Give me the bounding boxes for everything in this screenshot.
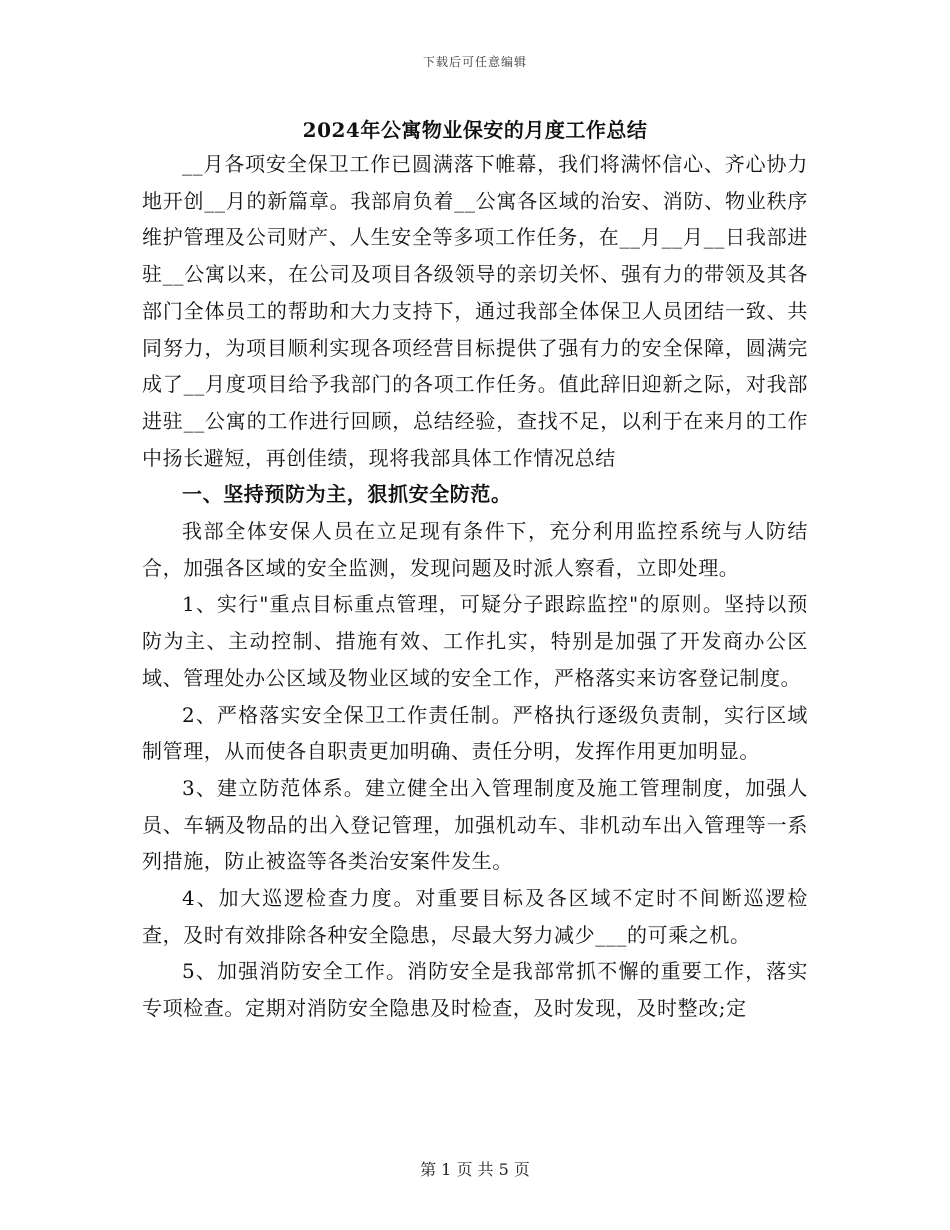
header-note: 下载后可任意编辑	[422, 55, 527, 69]
intro-paragraph: __月各项安全保卫工作已圆满落下帷幕，我们将满怀信心、齐心协力地开创__月的新篇章。我部肩负着__公寓各区域的治安、消防、物业秩序维护管理及公司财产、人生安全等多项工作任务，在__月__月__日我部进驻__公寓以来，在公司及项目各级领导的亲切关怀、强有力的带领及其各部门全体员工的帮助和大力支持下，通过我部全体保卫人员团结一致、共同努力，为项目顺利实现各项经营目标提供了强有力的安全保障，圆满完成了__月度项目给予我部门的各项工作任务。值此辞旧迎新之际，对我部进驻__公寓的工作进行回顾，总结经验，查找不足，以利于在来月的工作中扬长避短，再创佳绩，现将我部具体工作情况总结	[142, 152, 808, 470]
document-body	[142, 146, 808, 1027]
list-item-5: 5、加强消防安全工作。消防安全是我部常抓不懈的重要工作，落实专项检查。定期对消防安全隐患及时检查，及时发现，及时整改;定	[142, 959, 808, 1021]
list-item-1: 1、实行"重点目标重点管理，可疑分子跟踪监控"的原则。坚持以预防为主、主动控制、措施有效、工作扎实，特别是加强了开发商办公区域、管理处办公区域及物业区域的安全工作，严格落实来访客登记制度。	[142, 592, 808, 690]
list-item-3: 3、建立防范体系。建立健全出入管理制度及施工管理制度，加强人员、车辆及物品的出入登记管理，加强机动车、非机动车出入管理等一系列措施，防止被盗等各类治安案件发生。	[142, 775, 808, 874]
page-footer: 第 1 页 共 5 页	[420, 1160, 530, 1179]
section-heading-1: 一、坚持预防为主，狠抓安全防范。	[182, 482, 512, 507]
list-item-2: 2、严格落实安全保卫工作责任制。严格执行逐级负责制，实行区域制管理，从而使各自职责更加明确、责任分明，发挥作用更加明显。	[142, 702, 808, 764]
document-title: 2024年公寓物业保安的月度工作总结	[302, 118, 648, 142]
list-item-4: 4、加大巡逻检查力度。对重要目标及各区域不定时不间断巡逻检查，及时有效排除各种安全隐患，尽最大努力减少___的可乘之机。	[142, 886, 808, 947]
section-paragraph: 我部全体安保人员在立足现有条件下，充分利用监控系统与人防结合，加强各区域的安全监测，发现问题及时派人察看，立即处理。	[142, 519, 808, 580]
